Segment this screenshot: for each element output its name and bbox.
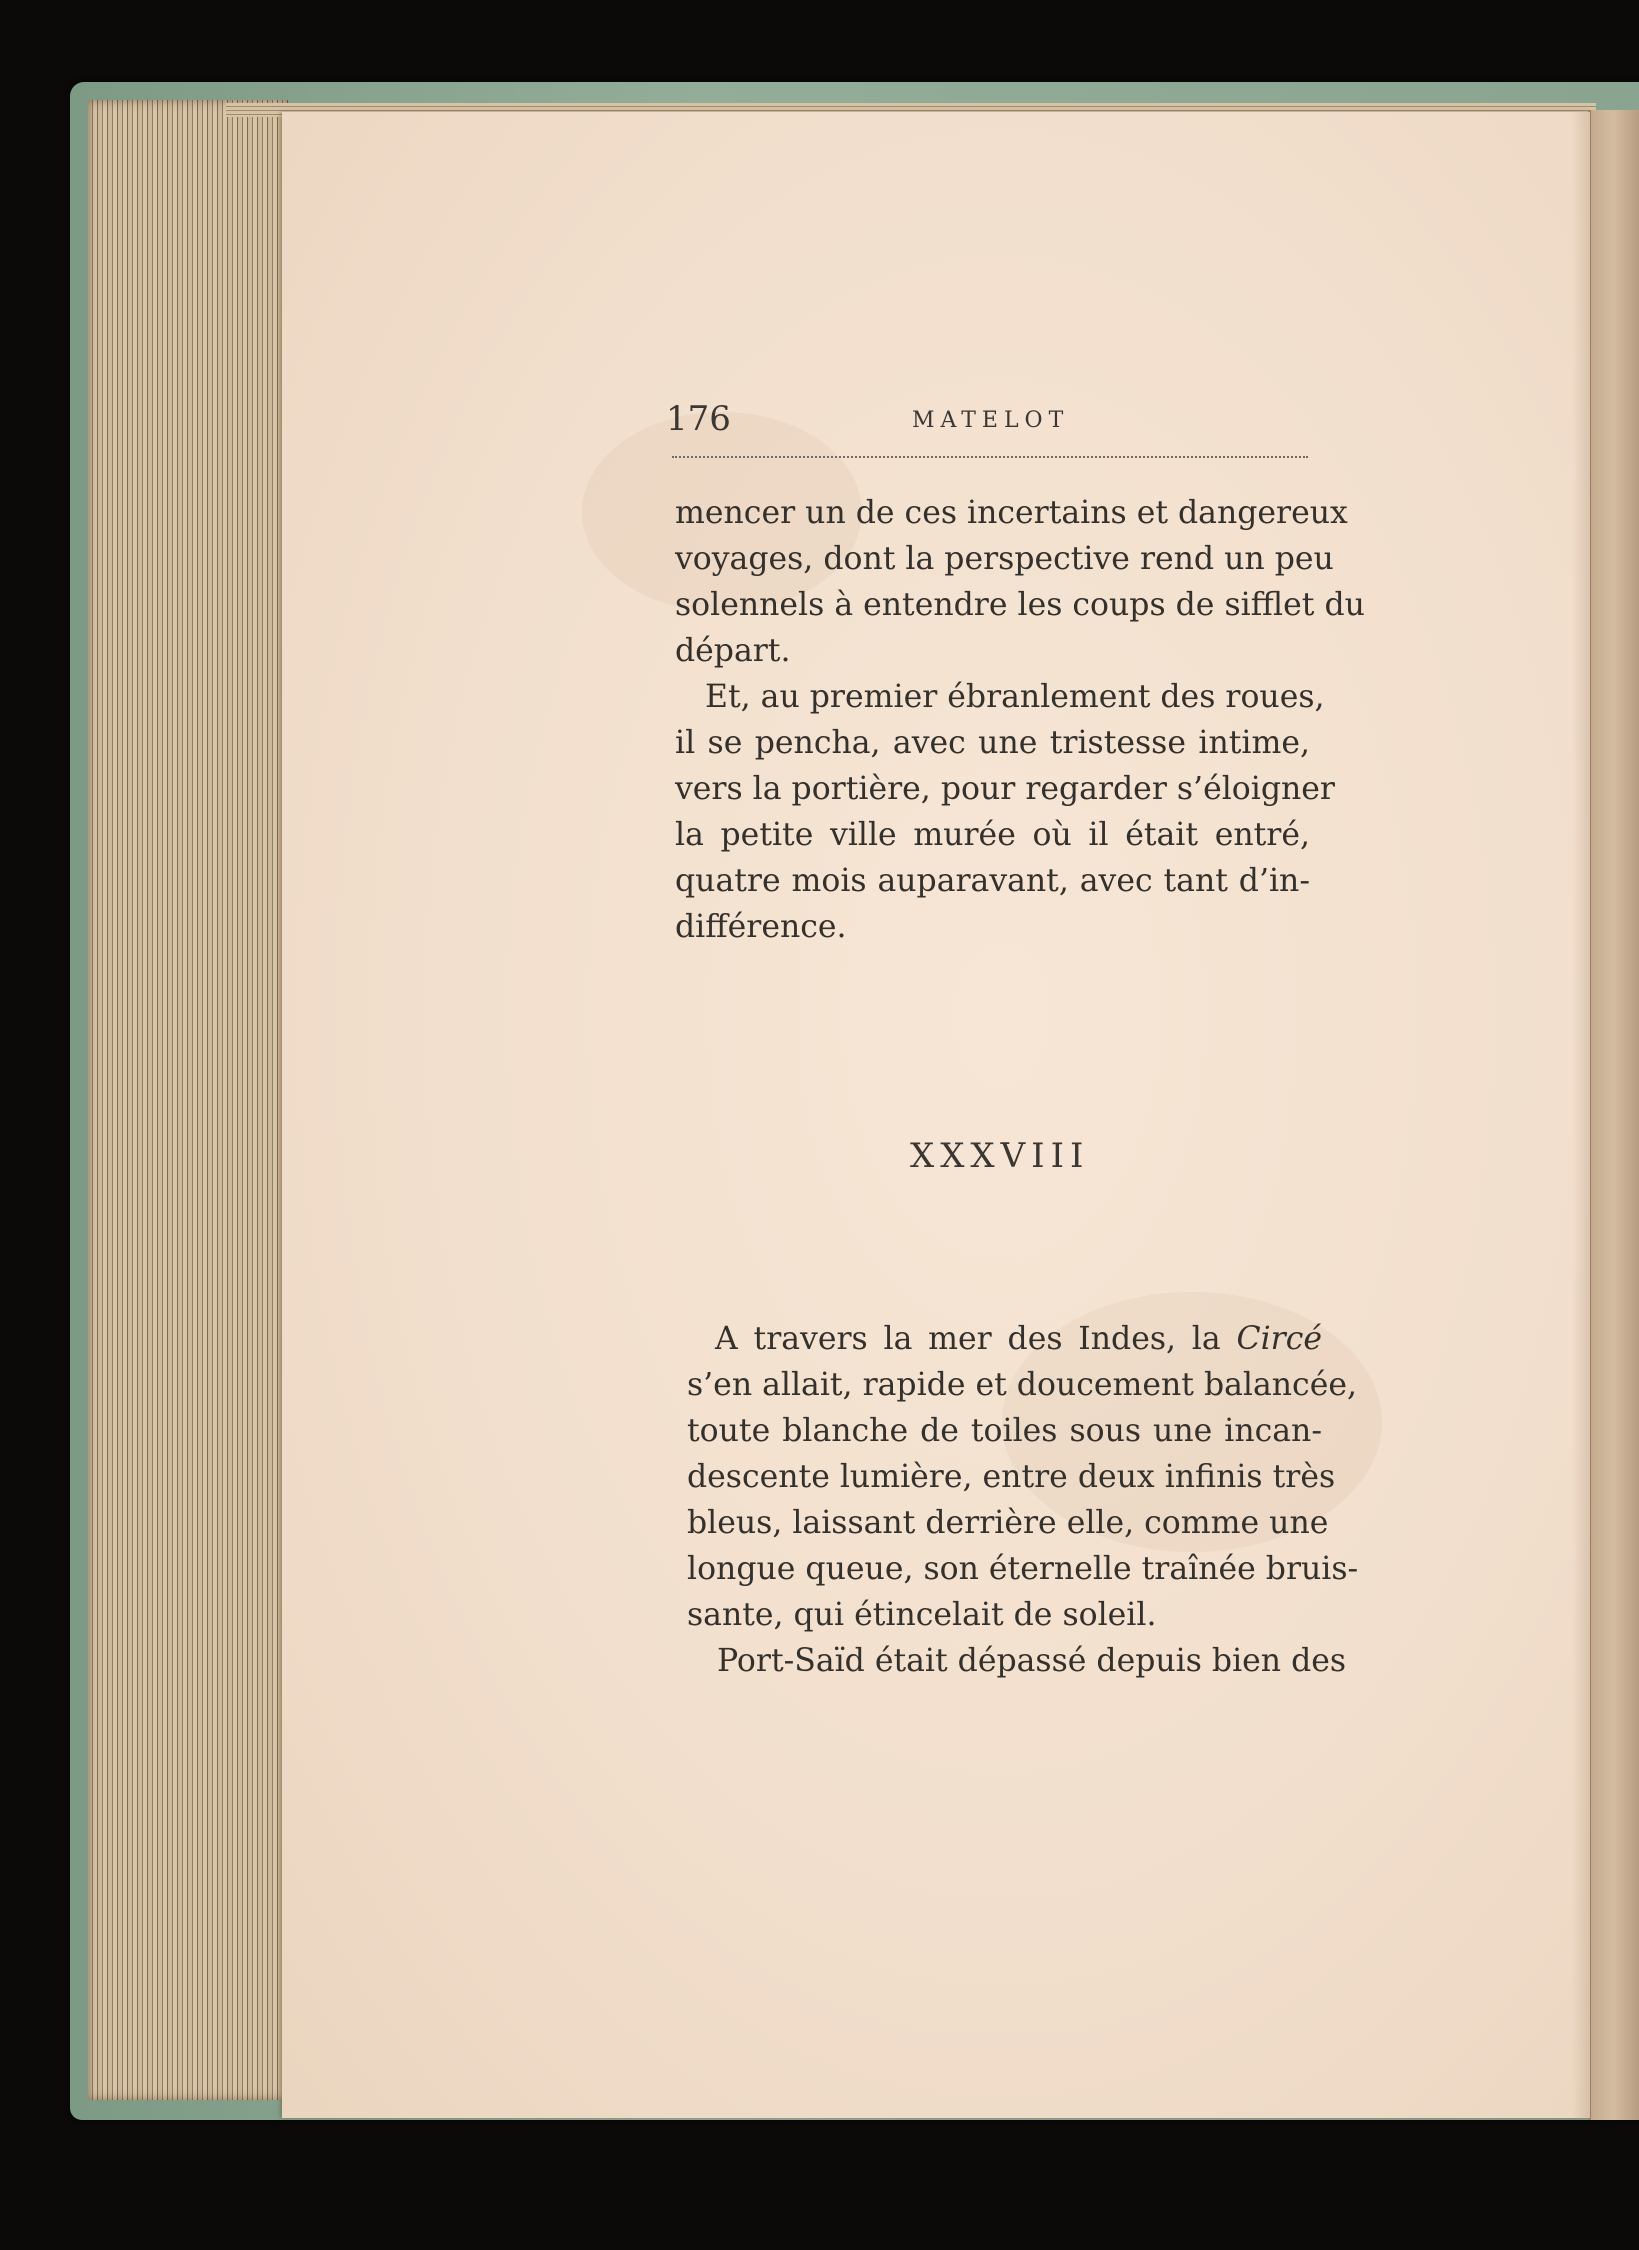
header-dotted-rule	[672, 456, 1308, 458]
page-stack-edges	[88, 100, 288, 2100]
text-line: départ.	[675, 633, 791, 669]
text-line: vers la portière, pour regarder s’éloigner	[675, 771, 1335, 807]
text-line: quatre mois auparavant, avec tant d’in-	[675, 863, 1310, 899]
text-line	[687, 1316, 1322, 1362]
text-block-lower	[687, 1316, 1359, 1684]
text-line: Et, au premier ébranlement des roues,	[705, 679, 1325, 715]
text-line: la petite ville murée où il était entré,	[675, 817, 1310, 853]
text-line: Port-Saïd était dépassé depuis bien des	[717, 1643, 1347, 1679]
facing-page-edge	[1588, 110, 1639, 2120]
page-fold-shadow	[1572, 112, 1590, 2118]
text-line: longue queue, son éternelle traînée bruis-	[687, 1551, 1359, 1587]
text-line: toute blanche de toiles sous une incan-	[687, 1413, 1322, 1449]
text-line: sante, qui étincelait de soleil.	[687, 1597, 1157, 1633]
text-line: descente lumière, entre deux infinis très	[687, 1459, 1336, 1495]
text-line: il se pencha, avec une tristesse intime,	[675, 725, 1310, 761]
text-line: voyages, dont la perspective rend un peu	[675, 541, 1334, 577]
text-line: différence.	[675, 909, 847, 945]
text-line: solennels à entendre les coups de sifflet du	[675, 587, 1365, 623]
ship-name: Circé	[1236, 1321, 1322, 1357]
text-line: s’en allait, rapide et doucement balancée,	[687, 1367, 1357, 1403]
running-head: MATELOT	[912, 408, 1070, 433]
text-line: mencer un de ces incertains et dangereux	[675, 495, 1348, 531]
chapter-heading: XXXVIII	[910, 1136, 1090, 1176]
text-block-upper	[675, 490, 1365, 950]
page-number: 176	[666, 399, 731, 439]
text-line: bleus, laissant derrière elle, comme une	[687, 1505, 1329, 1541]
text-fragment: A travers la mer des Indes, la	[715, 1321, 1237, 1357]
